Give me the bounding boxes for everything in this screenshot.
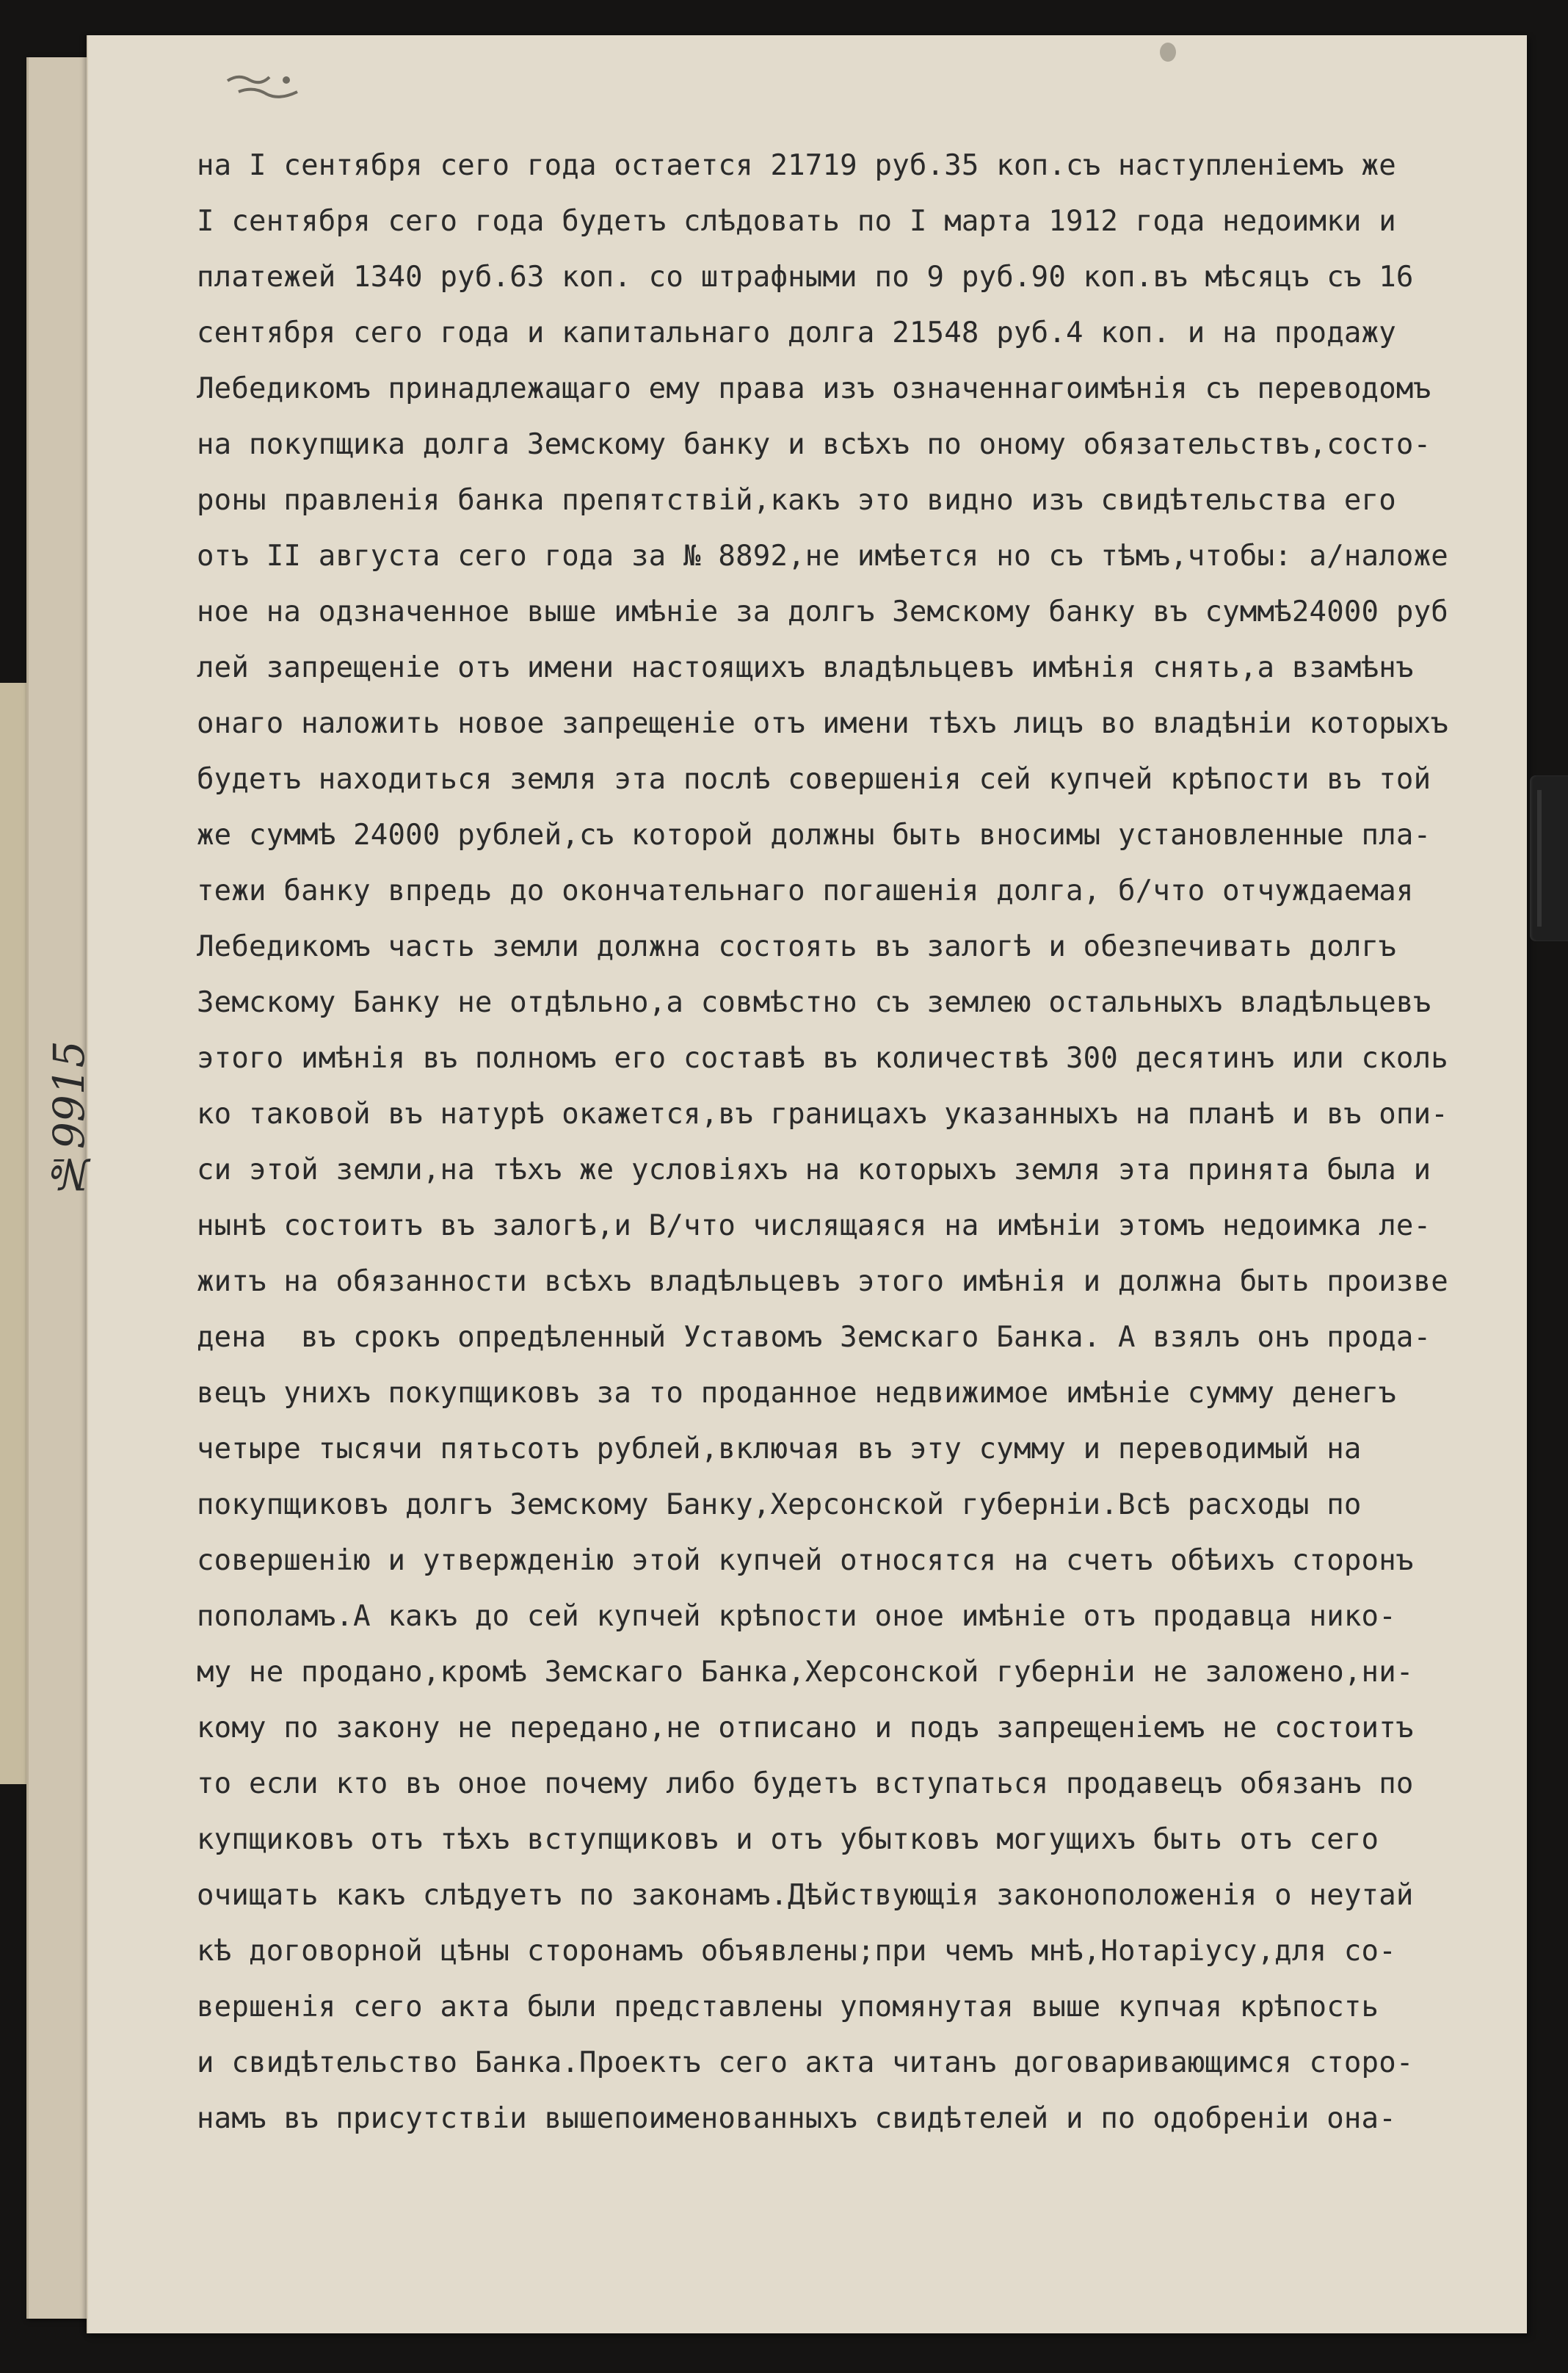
text-line: Земскому Банку не отдѣльно,а совмѣстно съ землею остальныхъ владѣльцевъ xyxy=(197,986,1431,1019)
text-line: житъ на обязанности всѣхъ владѣльцевъ этого имѣнiя и должна быть произве xyxy=(197,1265,1448,1298)
text-line: ное на одзначенное выше имѣнiе за долгъ Земскому банку въ суммѣ24000 руб xyxy=(197,595,1448,628)
binder-clip xyxy=(1530,775,1568,941)
text-line: очищать какъ слѣдуетъ по законамъ.Дѣйствующiя законоположенiя о неутай xyxy=(197,1879,1414,1912)
text-line: и свидѣтельство Банка.Проектъ сего акта читанъ договаривающимся сторо- xyxy=(197,2046,1414,2079)
text-line: покупщиковъ долгъ Земскому Банку,Херсонской губернiи.Всѣ расходы по xyxy=(197,1488,1362,1521)
text-line: вецъ унихъ покупщиковъ за то проданное недвижимое имѣнiе сумму денегъ xyxy=(197,1377,1396,1410)
text-line: на покупщика долга Земскому банку и всѣхъ по оному обязательствъ,состо- xyxy=(197,428,1431,461)
text-line: на I сентября сего года остается 21719 руб.35 коп.съ наступленiемъ же xyxy=(197,149,1396,182)
text-line: то если кто въ оное почему либо будетъ вступаться продавецъ обязанъ по xyxy=(197,1767,1414,1800)
text-line: роны правленiя банка препятствiй,какъ это видно изъ свидѣтельства его xyxy=(197,484,1396,517)
text-line: будетъ находиться земля эта послѣ совершенiя сей купчей крѣпости въ той xyxy=(197,763,1431,796)
text-line: платежей 1340 руб.63 коп. со штрафными по 9 руб.90 коп.въ мѣсяцъ съ 16 xyxy=(197,261,1414,294)
text-line: Лебедикомъ часть земли должна состоять въ залогѣ и обезпечивать долгъ xyxy=(197,930,1396,963)
text-line: четыре тысячи пятьсотъ рублей,включая въ эту сумму и переводимый на xyxy=(197,1432,1362,1466)
text-line: ко таковой въ натурѣ окажется,въ границахъ указанныхъ на планѣ и въ опи- xyxy=(197,1098,1448,1131)
text-line: дена въ срокъ опредѣленный Уставомъ Земскаго Банка. А взялъ онъ прода- xyxy=(197,1321,1431,1354)
text-line: этого имѣнiя въ полномъ его составѣ въ количествѣ 300 десятинъ или сколь xyxy=(197,1042,1448,1075)
text-line: Лебедикомъ принадлежащаго ему права изъ означеннагоимѣнiя съ переводомъ xyxy=(197,372,1431,405)
text-line: сентября сего года и капитальнаго долга 21548 руб.4 коп. и на продажу xyxy=(197,316,1396,349)
pencil-mark-icon xyxy=(224,70,305,103)
text-line: нынѣ состоитъ въ залогѣ,и В/что числящаяся на имѣнiи этомъ недоимка ле- xyxy=(197,1209,1431,1242)
text-line: му не продано,кромѣ Земскаго Банка,Херсонской губернiи не заложено,ни- xyxy=(197,1656,1414,1689)
text-line: же суммѣ 24000 рублей,съ которой должны быть вносимы установленные пла- xyxy=(197,819,1431,852)
text-line: отъ II августа сего года за № 8892,не имѣется но съ тѣмъ,чтобы: а/наложе xyxy=(197,540,1448,573)
margin-archive-number: №9915 xyxy=(44,1040,94,1199)
text-line: онаго наложить новое запрещенiе отъ имени тѣхъ лицъ во владѣнiи которыхъ xyxy=(197,707,1448,740)
text-line: тежи банку впредь до окончательнаго погашенiя долга, б/что отчуждаемая xyxy=(197,874,1414,907)
text-line: кому по закону не передано,не отписано и подъ запрещенiемъ не состоитъ xyxy=(197,1711,1414,1745)
text-line: купщиковъ отъ тѣхъ вступщиковъ и отъ убытковъ могущихъ быть отъ сего xyxy=(197,1823,1379,1856)
text-line: лей запрещенiе отъ имени настоящихъ владѣльцевъ имѣнiя снять,а взамѣнъ xyxy=(197,651,1414,684)
ink-spot xyxy=(1160,43,1176,62)
text-line: совершенiю и утвержденiю этой купчей относятся на счетъ обѣихъ сторонъ xyxy=(197,1544,1414,1577)
text-line: I сентября сего года будетъ слѣдовать по I марта 1912 года недоимки и xyxy=(197,205,1396,238)
text-line: вершенiя сего акта были представлены упомянутая выше купчая крѣпость xyxy=(197,1990,1379,2024)
text-line: кѣ договорной цѣны сторонамъ объявлены;при чемъ мнѣ,Нотарiусу,для со- xyxy=(197,1935,1396,1968)
text-line: намъ въ присутствiи вышепоименованныхъ свидѣтелей и по одобренiи она- xyxy=(197,2102,1396,2135)
text-line: пополамъ.А какъ до сей купчей крѣпости оное имѣнiе отъ продавца нико- xyxy=(197,1600,1396,1633)
document-body xyxy=(197,138,1525,2147)
text-line: си этой земли,на тѣхъ же условiяхъ на которыхъ земля эта принята была и xyxy=(197,1153,1431,1186)
